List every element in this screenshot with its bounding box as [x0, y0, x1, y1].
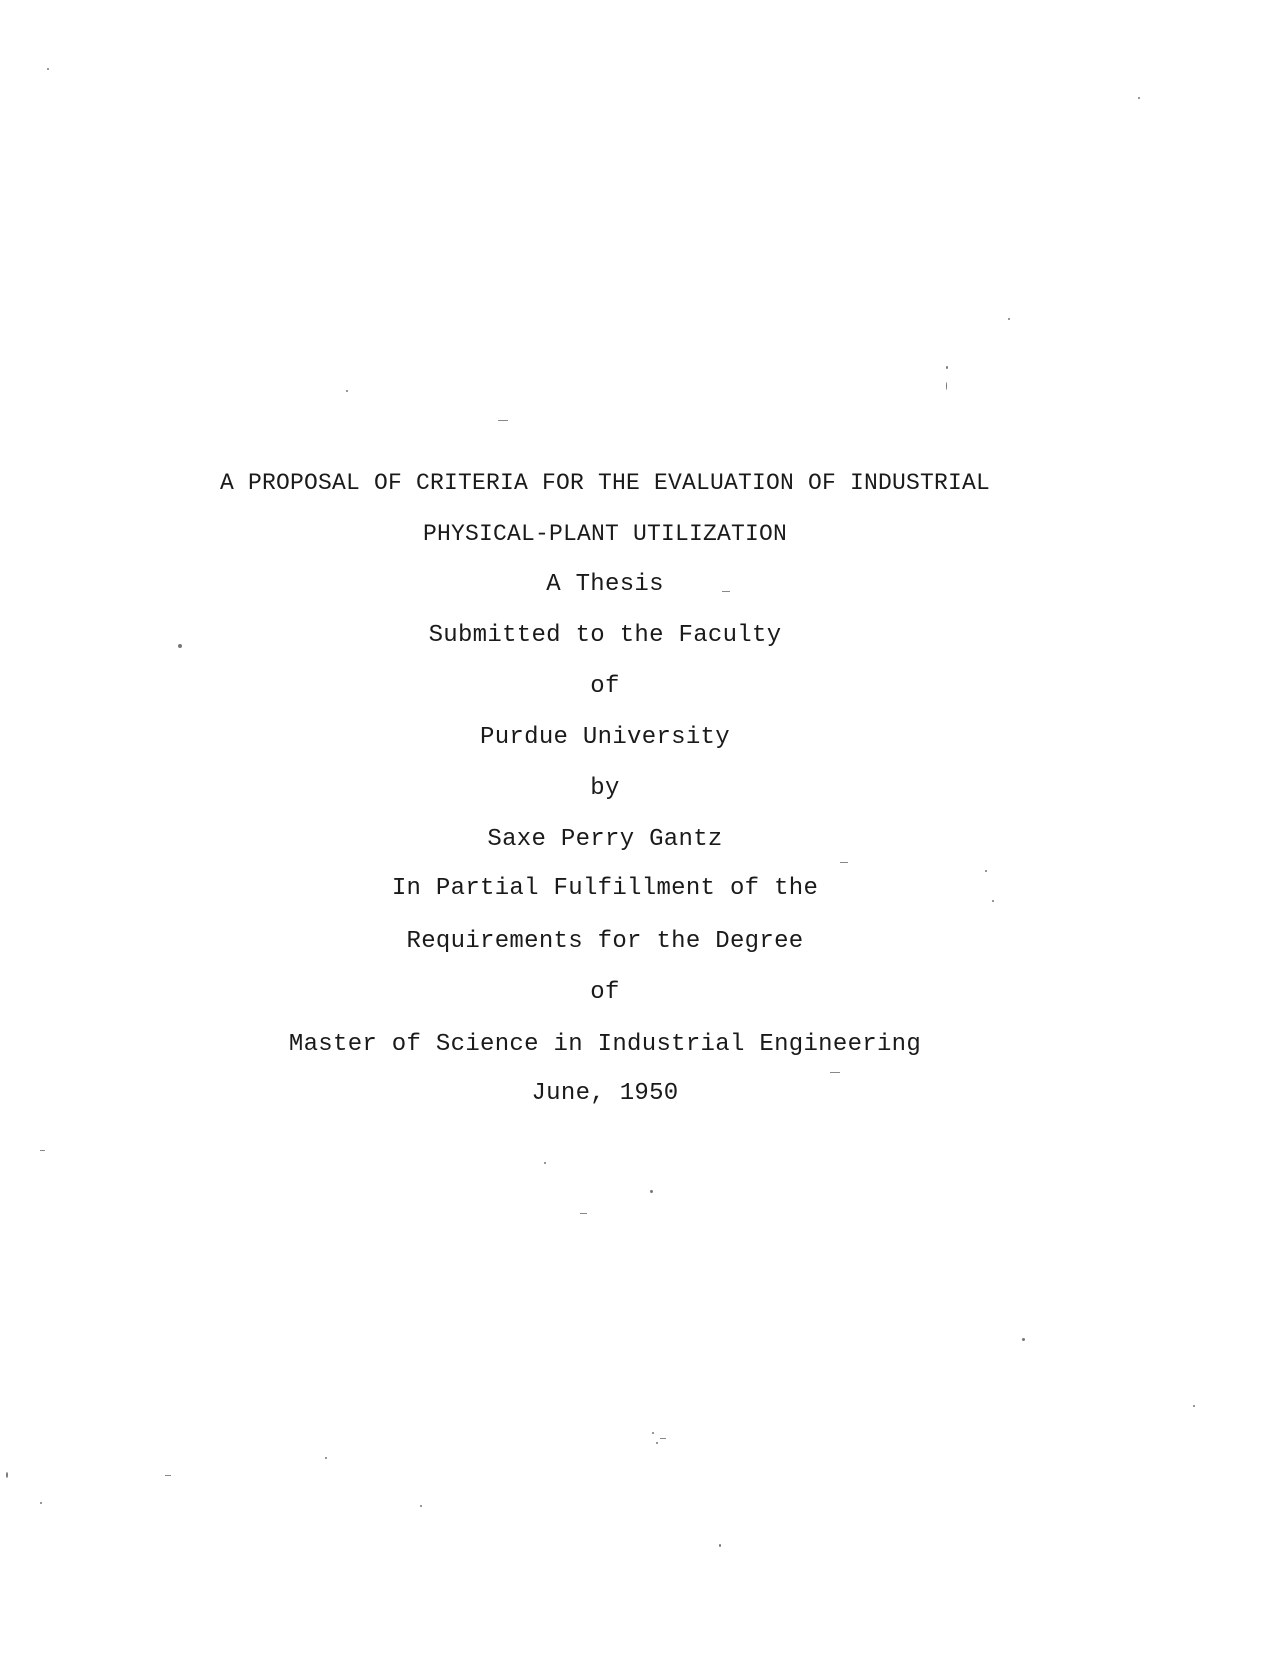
author-name: Saxe Perry Gantz	[487, 826, 723, 853]
scan-mark	[498, 420, 508, 421]
scan-speck	[992, 900, 994, 902]
thesis-title-line-2: PHYSICAL-PLANT UTILIZATION	[422, 521, 788, 547]
scan-mark	[840, 862, 848, 863]
of-line-2: of	[590, 979, 620, 1006]
scan-mark	[722, 591, 730, 592]
fulfillment-line-2: Requirements for the Degree	[406, 928, 804, 955]
institution-name: Purdue University	[480, 724, 730, 751]
scan-speck	[985, 870, 987, 872]
scan-speck	[946, 366, 948, 369]
scan-speck	[325, 1457, 327, 1459]
document-type: A Thesis	[546, 571, 664, 598]
scan-speck	[719, 1544, 721, 1547]
scan-speck	[652, 1432, 654, 1434]
thesis-title-line-1: A PROPOSAL OF CRITERIA FOR THE EVALUATION OF INDUSTRIAL	[219, 470, 991, 496]
scan-speck	[650, 1190, 653, 1193]
scan-speck	[178, 644, 182, 648]
by-line: by	[590, 775, 620, 802]
scan-speck	[47, 68, 49, 70]
scan-speck	[1022, 1338, 1025, 1341]
scan-mark	[165, 1475, 171, 1476]
degree-name: Master of Science in Industrial Engineering	[288, 1031, 922, 1058]
scan-speck	[1193, 1405, 1195, 1407]
scan-speck	[420, 1505, 422, 1507]
submission-date: June, 1950	[531, 1080, 679, 1107]
scan-speck	[1138, 97, 1140, 99]
of-line-1: of	[590, 673, 620, 700]
scan-speck	[346, 390, 348, 392]
scan-speck	[544, 1162, 546, 1164]
fulfillment-line-1: In Partial Fulfillment of the	[391, 875, 819, 902]
scan-speck	[6, 1472, 8, 1478]
scan-mark	[580, 1213, 587, 1214]
submitted-to: Submitted to the Faculty	[428, 622, 782, 649]
scan-mark	[830, 1072, 840, 1073]
scan-mark	[40, 1150, 45, 1151]
scan-speck	[946, 382, 947, 390]
scan-speck	[40, 1502, 42, 1504]
scan-speck	[656, 1442, 658, 1444]
scan-mark	[660, 1438, 666, 1439]
scan-speck	[1008, 318, 1010, 320]
